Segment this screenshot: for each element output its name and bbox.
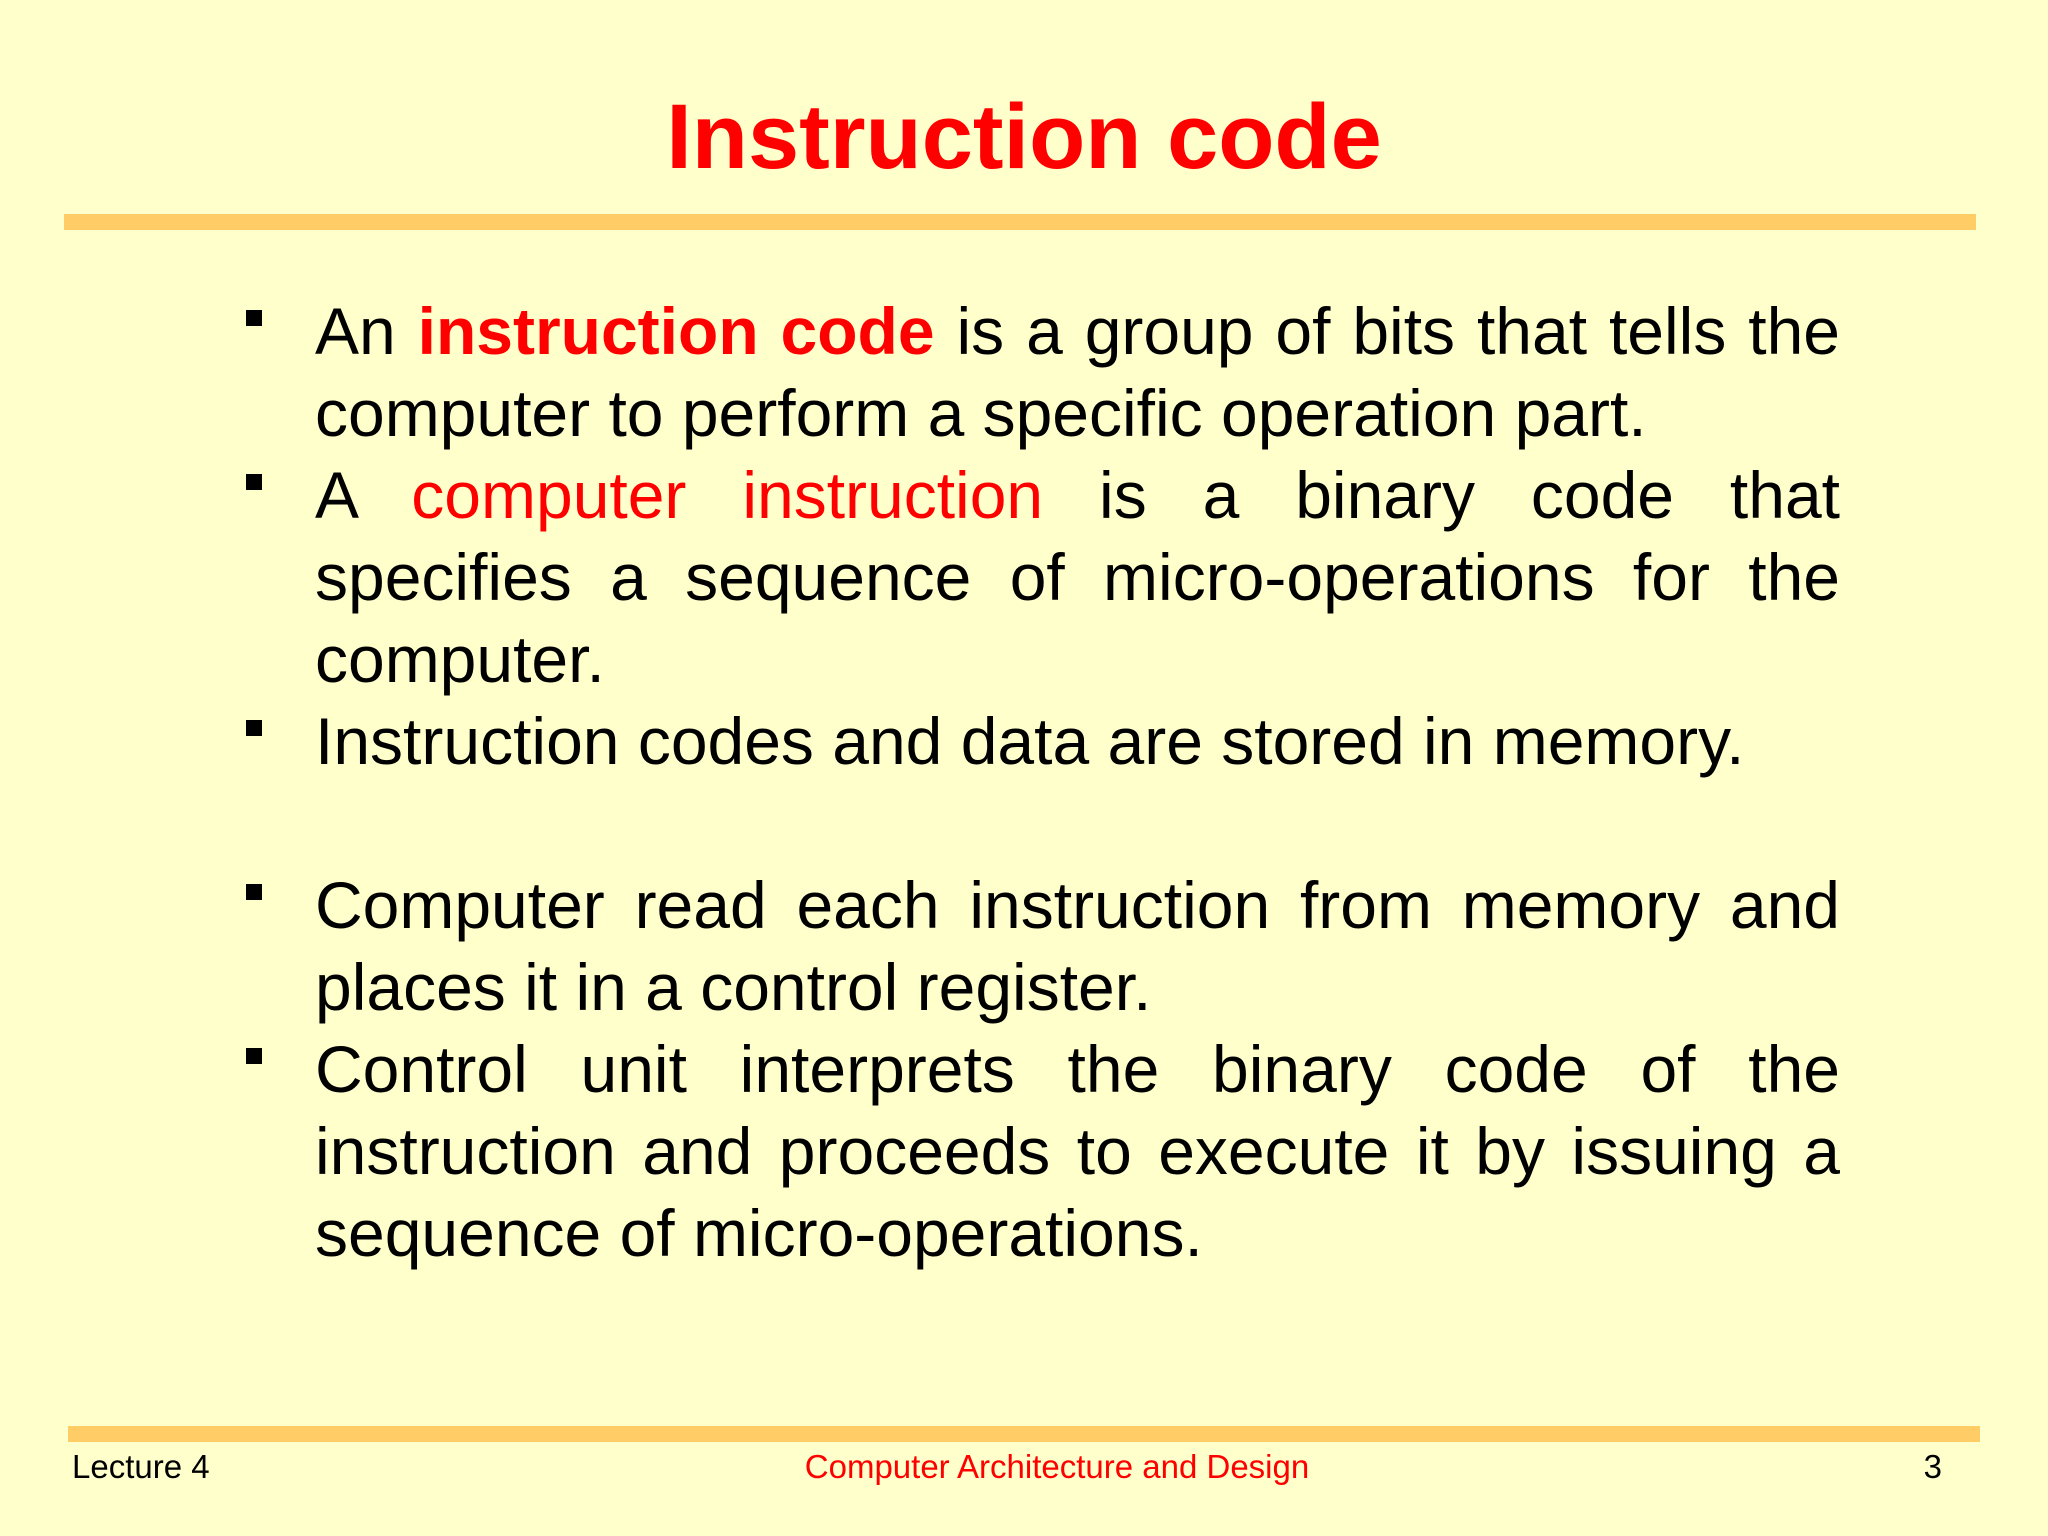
bullet-item-1 — [240, 290, 1840, 454]
bullet-5-text: Control unit interprets the binary code of the instruction and proceeds to execute it by issuing a sequence of micro-operations. — [315, 1032, 1840, 1270]
bullet-list — [240, 290, 1840, 1274]
bullet-1-term: instruction code — [417, 294, 935, 368]
slide-title: Instruction code — [666, 86, 1382, 188]
footer-page-number: 3 — [1923, 1448, 1942, 1485]
bullet-4-text: Computer read each instruction from memory and places it in a control register. — [315, 868, 1840, 1024]
square-bullet-icon — [246, 474, 262, 490]
bullet-2-lead: A — [315, 458, 412, 532]
square-bullet-icon — [246, 720, 262, 736]
footer-lecture: Lecture 4 — [72, 1448, 210, 1485]
footer-course-title: Computer Architecture and Design — [804, 1448, 1310, 1485]
bullet-1-rest: is a group of bits that tells the computer to perform a specific operation part. — [315, 294, 1840, 450]
square-bullet-icon — [246, 310, 262, 326]
bullet-2-term: computer instruction — [411, 458, 1044, 532]
bullet-2-rest: is a binary code that specifies a sequence of micro-operations for the computer. — [315, 458, 1840, 696]
bullet-item-5 — [240, 1028, 1840, 1274]
square-bullet-icon — [246, 884, 262, 900]
footer-divider — [68, 1426, 1980, 1442]
bullet-item-2 — [240, 454, 1840, 700]
square-bullet-icon — [246, 1048, 262, 1064]
bullet-1-lead: An — [315, 294, 418, 368]
bullet-3-text: Instruction codes and data are stored in memory. — [315, 704, 1745, 778]
bullet-item-3 — [240, 700, 1840, 782]
title-divider — [64, 214, 1976, 230]
bullet-item-4 — [240, 864, 1840, 1028]
